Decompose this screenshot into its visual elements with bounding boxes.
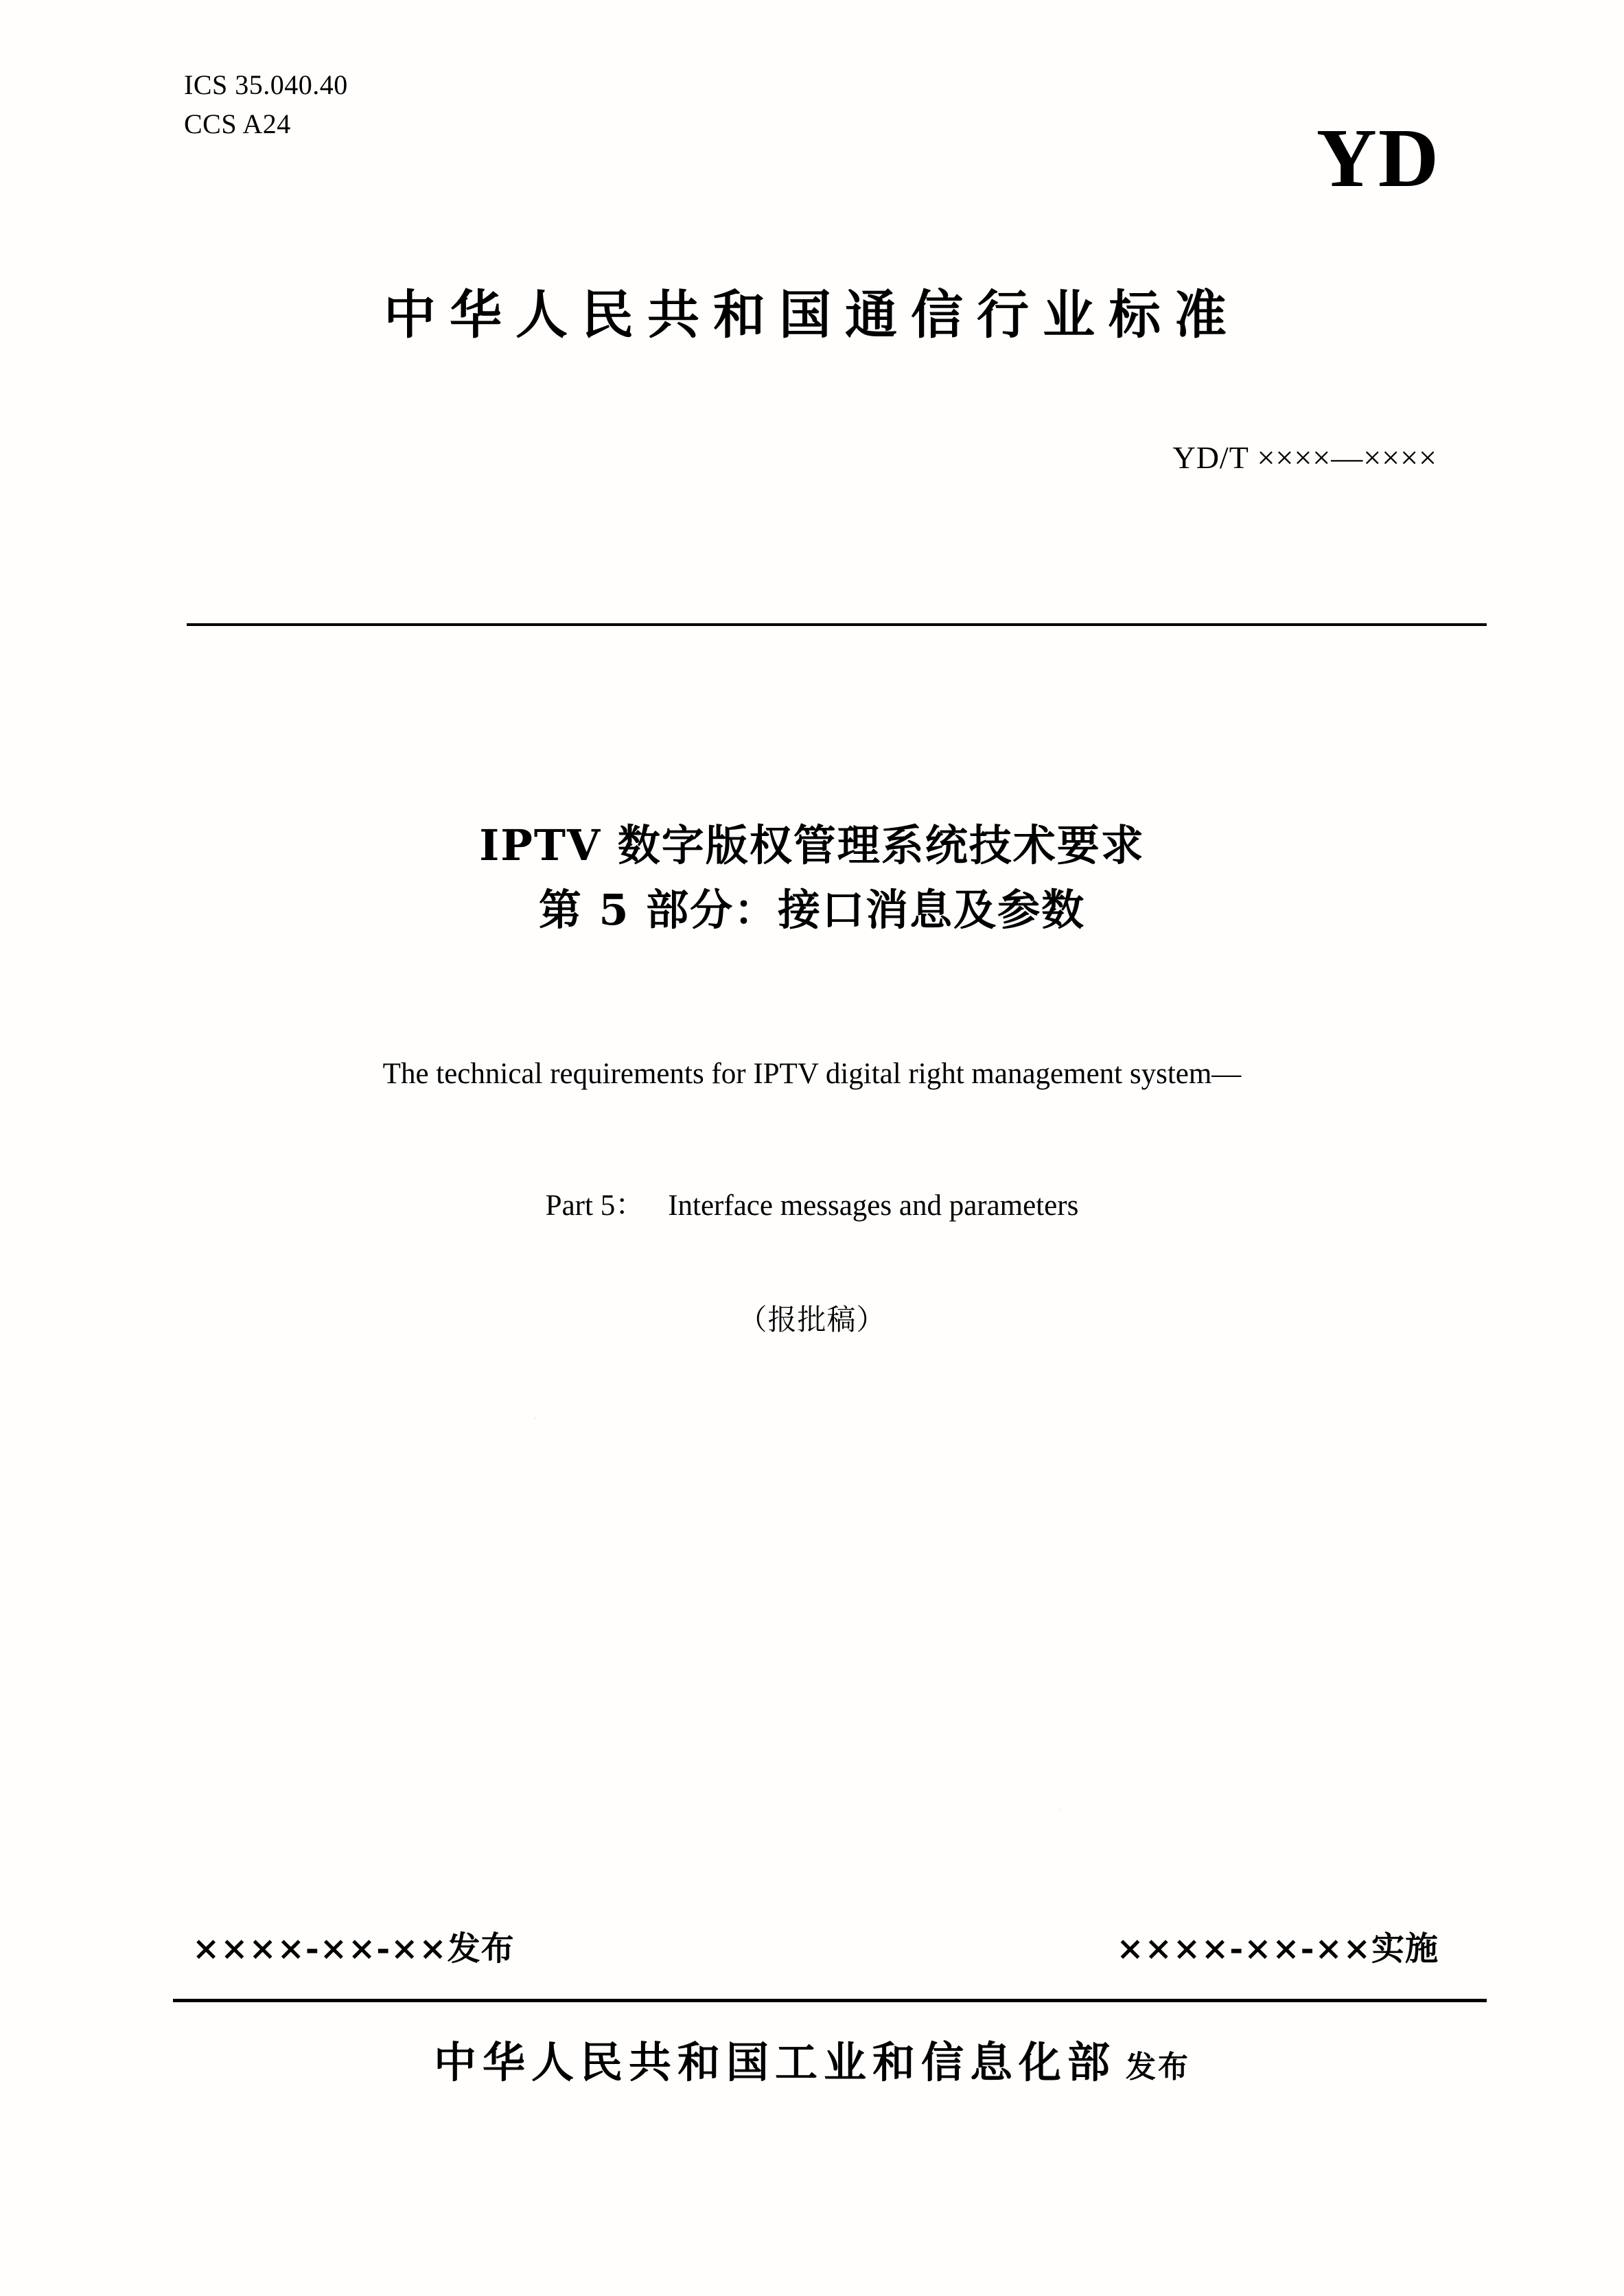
- paper-artifact-mark: ·: [1057, 1798, 1064, 1821]
- yd-logo-mark: YD: [1316, 112, 1440, 205]
- paper-artifact-mark: ·: [532, 1407, 539, 1430]
- standard-number: YD/T ××××—××××: [1172, 440, 1437, 475]
- header-divider-rule: [187, 623, 1487, 626]
- part-label: Part 5：: [545, 1190, 645, 1222]
- issuing-authority-verb: 发布: [1126, 2050, 1190, 2085]
- standard-banner-title: 中华人民共和国通信行业标准: [384, 284, 1240, 345]
- issue-date: ××××-××-××发布: [192, 1929, 515, 1968]
- part-name: Interface messages and parameters: [668, 1190, 1079, 1222]
- footer-divider-rule: [173, 1999, 1487, 2002]
- ics-code: ICS 35.040.40: [184, 69, 348, 100]
- issuing-authority-name: 中华人民共和国工业和信息化部: [433, 2037, 1116, 2087]
- document-title-english-part: [151, 1182, 1473, 1224]
- publication-dates-row: [192, 1922, 1439, 1969]
- classification-codes: [184, 66, 348, 144]
- draft-status-note: （报批稿）: [738, 1303, 886, 1336]
- effective-date: ××××-××-××实施: [1116, 1929, 1439, 1968]
- document-title-chinese-line2: 第 5 部分：接口消息及参数: [538, 885, 1086, 936]
- ccs-code: CCS A24: [184, 108, 291, 139]
- document-title-chinese-line1: IPTV 数字版权管理系统技术要求: [479, 820, 1145, 870]
- document-title-chinese: [137, 813, 1487, 942]
- issuing-authority: [137, 2028, 1487, 2089]
- document-title-english: The technical requirements for IPTV digital right management system—: [382, 1058, 1242, 1090]
